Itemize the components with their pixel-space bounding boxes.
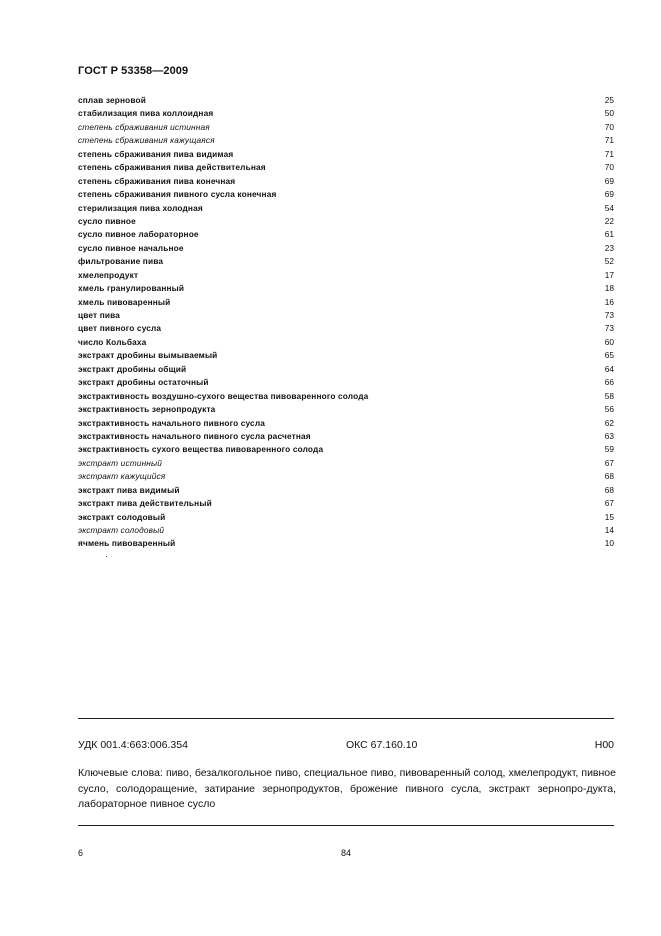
index-page-ref: 69 xyxy=(604,175,614,186)
index-term: экстракт пива действительный xyxy=(78,498,212,509)
index-term: сусло пивное начальное xyxy=(78,242,184,253)
index-entry xyxy=(78,215,614,228)
index-page-ref: 61 xyxy=(604,229,614,240)
index-page-ref: 71 xyxy=(604,135,614,146)
index-page-ref: 58 xyxy=(604,390,614,401)
index-entry xyxy=(78,390,614,403)
index-page-ref: 64 xyxy=(604,363,614,374)
index-page-ref: 63 xyxy=(604,430,614,441)
index-page-ref: 54 xyxy=(604,202,614,213)
index-page-ref: 56 xyxy=(604,404,614,415)
index-page-ref: 69 xyxy=(604,189,614,200)
index-term: ячмень пивоваренный xyxy=(78,538,176,549)
index-term: экстрактивность начального пивного сусла расчетная xyxy=(78,430,311,441)
index-page-ref: 17 xyxy=(604,269,614,280)
index-entry xyxy=(78,484,614,497)
index-term: экстрактивность воздушно-сухого вещества пивоваренного солода xyxy=(78,390,369,401)
index-page-ref: 10 xyxy=(604,538,614,549)
index-term: экстракт солодовый xyxy=(78,511,166,522)
index-term: экстракт пива видимый xyxy=(78,484,180,495)
index-entry xyxy=(78,255,614,268)
index-page-ref: 22 xyxy=(604,215,614,226)
index-entry xyxy=(78,430,614,443)
index-entry xyxy=(78,161,614,174)
index-entry xyxy=(78,296,614,309)
alphabetical-index xyxy=(78,94,614,551)
index-entry xyxy=(78,175,614,188)
index-term: экстрактивность сухого вещества пивоваренного солода xyxy=(78,444,324,455)
index-term: экстракт солодовый xyxy=(78,525,165,535)
index-term: степень сбраживания пива конечная xyxy=(78,175,236,186)
stray-mark: · xyxy=(105,551,108,561)
index-entry xyxy=(78,349,614,362)
index-term: экстракт дробины остаточный xyxy=(78,377,209,388)
index-term: число Кольбаха xyxy=(78,336,147,347)
index-entry xyxy=(78,403,614,416)
index-entry xyxy=(78,497,614,510)
index-entry xyxy=(78,511,614,524)
index-page-ref: 71 xyxy=(604,148,614,159)
index-page-ref: 14 xyxy=(604,525,614,535)
index-entry xyxy=(78,322,614,335)
index-page-ref: 66 xyxy=(604,377,614,388)
bottom-divider xyxy=(78,825,614,826)
index-entry xyxy=(78,470,614,483)
index-page-ref: 59 xyxy=(604,444,614,455)
index-entry xyxy=(78,524,614,537)
page-number: 6 xyxy=(78,848,84,858)
index-entry xyxy=(78,282,614,295)
index-entry xyxy=(78,417,614,430)
index-term: хмелепродукт xyxy=(78,269,139,280)
index-term: экстрактивность начального пивного сусла xyxy=(78,417,266,428)
index-entry xyxy=(78,443,614,456)
index-term: степень сбраживания пива видимая xyxy=(78,148,234,159)
index-term: фильтрование пива xyxy=(78,256,164,267)
index-term: экстракт дробины вымываемый xyxy=(78,350,218,361)
oks-code: ОКС 67.160.10 xyxy=(346,739,418,751)
index-term: хмель гранулированный xyxy=(78,283,185,294)
index-page-ref: 68 xyxy=(604,484,614,495)
index-entry xyxy=(78,188,614,201)
index-page-ref: 65 xyxy=(604,350,614,361)
index-term: степень сбраживания пивного сусла конечная xyxy=(78,189,277,200)
index-term: хмель пивоваренный xyxy=(78,296,171,307)
index-page-ref: 50 xyxy=(604,108,614,119)
index-entry xyxy=(78,94,614,107)
index-term: степень сбраживания истинная xyxy=(78,121,210,132)
index-term: сплав зерновой xyxy=(78,95,146,105)
index-entry xyxy=(78,537,614,550)
keywords-paragraph: Ключевые слова: пиво, безалкогольное пиво, специальное пиво, пивоваренный солод, хмелепродукт, пивное сусло, солодоращение, затирание зернопродуктов, брожение пивного сусла, экстракт зернопро-дукта, лабораторное пивное сусло xyxy=(78,767,616,810)
index-term: экстракт кажущийся xyxy=(78,471,166,482)
group-code: Н00 xyxy=(594,739,614,751)
index-entry xyxy=(78,107,614,120)
index-entry xyxy=(78,336,614,349)
index-term: стерилизация пива холодная xyxy=(78,202,203,213)
index-entry xyxy=(78,242,614,255)
index-term: цвет пива xyxy=(78,310,121,320)
index-entry xyxy=(78,121,614,134)
index-term: степень сбраживания пива действительная xyxy=(78,162,266,173)
index-term: сусло пивное лабораторное xyxy=(78,229,199,240)
index-entry xyxy=(78,228,614,241)
index-page-ref: 15 xyxy=(604,511,614,522)
sheet-number: 84 xyxy=(341,848,352,858)
index-entry xyxy=(78,202,614,215)
index-page-ref: 52 xyxy=(604,256,614,267)
index-term: степень сбраживания кажущаяся xyxy=(78,135,215,146)
index-term: экстракт истинный xyxy=(78,457,163,468)
index-term: сусло пивное xyxy=(78,215,136,226)
index-page-ref: 23 xyxy=(604,242,614,253)
top-divider xyxy=(78,718,614,719)
udk-code: УДК 001.4:663:006.354 xyxy=(78,739,188,751)
index-page-ref: 73 xyxy=(604,323,614,334)
index-term: стабилизация пива коллоидная xyxy=(78,108,214,119)
index-term: цвет пивного сусла xyxy=(78,323,162,334)
index-entry xyxy=(78,148,614,161)
index-entry xyxy=(78,376,614,389)
index-entry xyxy=(78,134,614,147)
index-term: экстракт дробины общий xyxy=(78,363,187,374)
index-entry xyxy=(78,269,614,282)
index-page-ref: 62 xyxy=(604,417,614,428)
index-entry xyxy=(78,309,614,322)
document-header: ГОСТ Р 53358—2009 xyxy=(78,65,189,77)
index-page-ref: 18 xyxy=(604,283,614,294)
index-page-ref: 67 xyxy=(604,498,614,509)
index-entry xyxy=(78,457,614,470)
index-page-ref: 70 xyxy=(604,162,614,173)
index-page-ref: 68 xyxy=(604,471,614,482)
index-term: экстрактивность зернопродукта xyxy=(78,404,216,415)
index-page-ref: 73 xyxy=(604,310,614,320)
index-page-ref: 16 xyxy=(604,296,614,307)
index-page-ref: 25 xyxy=(604,95,614,105)
index-entry xyxy=(78,363,614,376)
index-page-ref: 60 xyxy=(604,336,614,347)
index-page-ref: 70 xyxy=(604,121,614,132)
index-page-ref: 67 xyxy=(604,457,614,468)
